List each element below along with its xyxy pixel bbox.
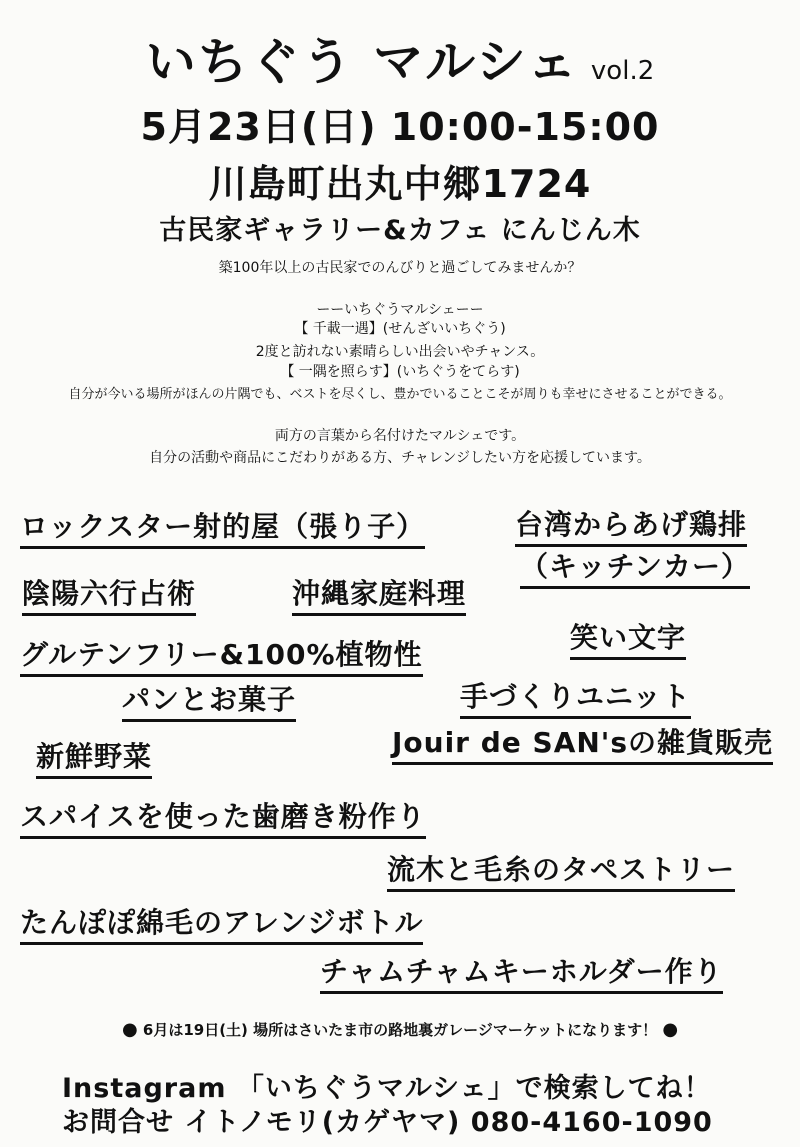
vendor-item: 手づくりユニット — [460, 680, 691, 719]
event-address: 川島町出丸中郷1724 — [208, 162, 592, 206]
instagram-line: Instagram 「いちぐうマルシェ」で検索してね！ — [62, 1073, 712, 1104]
vendor-item: ロックスター射的屋（張り子） — [20, 510, 425, 549]
volume-label: vol.2 — [590, 56, 655, 86]
intro-line: 【 千載一遇】(せんざいいちぐう) — [294, 321, 506, 337]
vendor-item: たんぽぽ綿毛のアレンジボトル — [20, 906, 423, 945]
intro-line: ーーいちぐうマルシェーー — [316, 302, 484, 318]
vendor-item: パンとお菓子 — [122, 683, 296, 722]
vendor-item: 陰陽六行占術 — [22, 577, 196, 616]
intro-line: 【 一隅を照らす】(いちぐうをてらす) — [280, 364, 520, 380]
contact-line: お問合せ イトノモリ(カゲヤマ) 080-4160-1090 — [62, 1107, 713, 1138]
intro-line: 2度と訪れない素晴らしい出会いやチャンス。 — [255, 344, 545, 360]
page-title — [0, 22, 800, 94]
closing-line: 両方の言葉から名付けたマルシェです。 — [274, 428, 526, 444]
vendor-item: 台湾からあげ鶏排 — [515, 508, 747, 547]
intro-lead: 築100年以上の古民家でのんびりと過ごしてみませんか？ — [218, 260, 582, 276]
vendor-item: （キッチンカー） — [520, 550, 750, 589]
vendor-item: Jouir de SAN'sの雑貨販売 — [392, 726, 773, 765]
event-venue: 古民家ギャラリー&カフェ にんじん木 — [159, 215, 641, 246]
vendor-item: スパイスを使った歯磨き粉作り — [20, 800, 426, 839]
bullet-dot-icon: ● — [121, 1019, 138, 1040]
vendor-item: 流木と毛糸のタペストリー — [387, 853, 735, 892]
next-event-notice — [0, 1019, 800, 1040]
vendor-item: チャムチャムキーホルダー作り — [320, 955, 723, 994]
vendor-item: グルテンフリー&100%植物性 — [20, 638, 423, 677]
event-title: いちぐう マルシェ — [145, 33, 579, 91]
vendor-item: 笑い文字 — [570, 621, 686, 660]
notice-text: 6月は19日(土) 場所はさいたま市の路地裏ガレージマーケットになります！ — [142, 1021, 658, 1039]
vendor-item: 新鮮野菜 — [36, 740, 152, 779]
vendor-item: 沖縄家庭料理 — [292, 577, 466, 616]
bullet-dot-icon: ● — [662, 1019, 679, 1040]
intro-line: 自分が今いる場所がほんの片隅でも、ベストを尽くし、豊かでいることこそが周りも幸せにさせることができる。 — [68, 387, 732, 402]
event-date: 5月23日(日) 10:00-15:00 — [140, 105, 660, 149]
closing-line: 自分の活動や商品にこだわりがある方、チャレンジしたい方を応援しています。 — [149, 450, 651, 466]
